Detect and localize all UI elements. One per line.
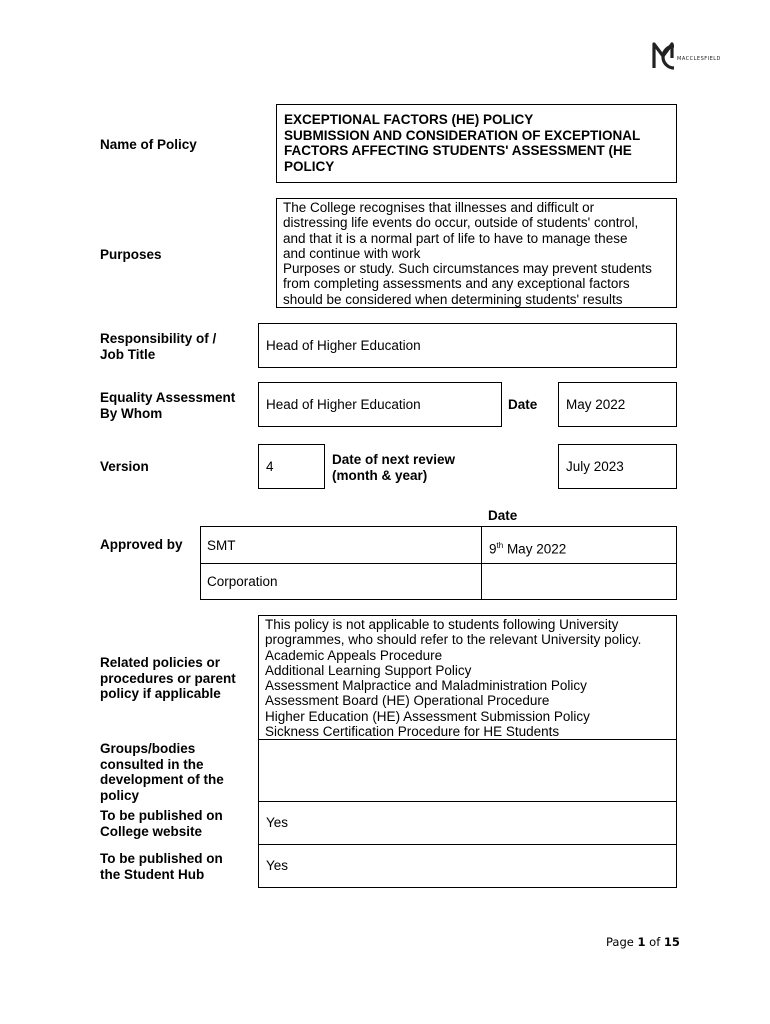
groups-label: Groups/bodies consulted in the development of the policy [100,741,224,803]
related-line: Higher Education (HE) Assessment Submission Policy [265,708,590,724]
hub-box [258,844,677,888]
next-review-value: July 2023 [566,458,624,474]
website-label: To be published on College website [100,808,223,839]
related-line: Additional Learning Support Policy [265,662,472,678]
purposes-label: Purposes [100,247,162,262]
website-box [258,801,677,845]
hub-label: To be published on the Student Hub [100,851,223,882]
equality-label: Equality Assessment By Whom [100,390,236,421]
version-label: Version [100,459,149,474]
logo-text: MACCLESFIELD [677,56,721,62]
purposes-line: Purposes or study. Such circumstances may prevent students [283,261,652,277]
related-line: Assessment Board (HE) Operational Procedure [265,693,550,709]
website-value: Yes [266,815,289,831]
policy-name-line: EXCEPTIONAL FACTORS (HE) POLICY [284,112,534,127]
purposes-line: The College recognises that illnesses and difficult or [283,200,595,215]
hub-value: Yes [266,858,289,874]
related-box [258,615,677,740]
page-footer [606,935,680,949]
version-box [258,444,325,489]
responsibility-label: Responsibility of / Job Title [100,331,217,362]
purposes-line: and continue with work [283,245,421,261]
approval-date [489,538,566,557]
college-logo [650,38,725,74]
purposes-line: and that it is a normal part of life to have to manage these [283,230,628,246]
next-review-label: Date of next review (month & year) [332,452,456,483]
approval-body: Corporation [207,574,278,589]
purposes-line: should be considered when determining students' results [283,291,623,307]
approvals-row-divider [201,563,676,564]
policy-name-line: FACTORS AFFECTING STUDENTS' ASSESSMENT (HE [284,143,632,158]
footer-of-word: of [645,935,664,949]
approved-by-label: Approved by [100,537,183,552]
approval-date-rest: May 2022 [503,541,567,557]
equality-date-label: Date [508,397,538,412]
related-line: Academic Appeals Procedure [265,647,443,663]
purposes-line: from completing assessments and any exceptional factors [283,276,630,292]
policy-name-line: SUBMISSION AND CONSIDERATION OF EXCEPTIONAL [284,127,641,143]
approval-date-day: 9 [489,541,497,557]
responsibility-box [258,323,677,368]
footer-page-total: 15 [663,935,680,949]
version-value: 4 [266,458,274,474]
equality-box [258,382,502,427]
college-logo-icon [650,38,725,74]
approvals-table [200,526,677,600]
related-line: Sickness Certification Procedure for HE Students [265,724,560,740]
purposes-box [276,198,677,308]
footer-page-number: 1 [637,935,646,949]
approval-body: SMT [207,538,236,553]
purposes-line: distressing life events do occur, outside of students' control, [283,215,639,231]
equality-date-value: May 2022 [566,396,626,412]
next-review-box [558,444,677,489]
groups-box [258,739,677,802]
related-line: This policy is not applicable to students following University [265,617,619,632]
name-of-policy-label: Name of Policy [100,137,197,152]
policy-name-box [276,104,677,183]
footer-page-word: Page [606,935,638,949]
related-label: Related policies or procedures or parent policy if applicable [100,655,236,701]
approval-date-suffix: th [496,541,504,550]
related-line: Assessment Malpractice and Maladministration Policy [265,678,587,694]
policy-name-line: POLICY [284,158,335,174]
equality-value: Head of Higher Education [266,396,421,412]
equality-date-box [558,382,677,427]
related-line: programmes, who should refer to the relevant University policy. [265,632,642,648]
approved-date-header: Date [488,508,518,523]
responsibility-value: Head of Higher Education [266,337,421,353]
